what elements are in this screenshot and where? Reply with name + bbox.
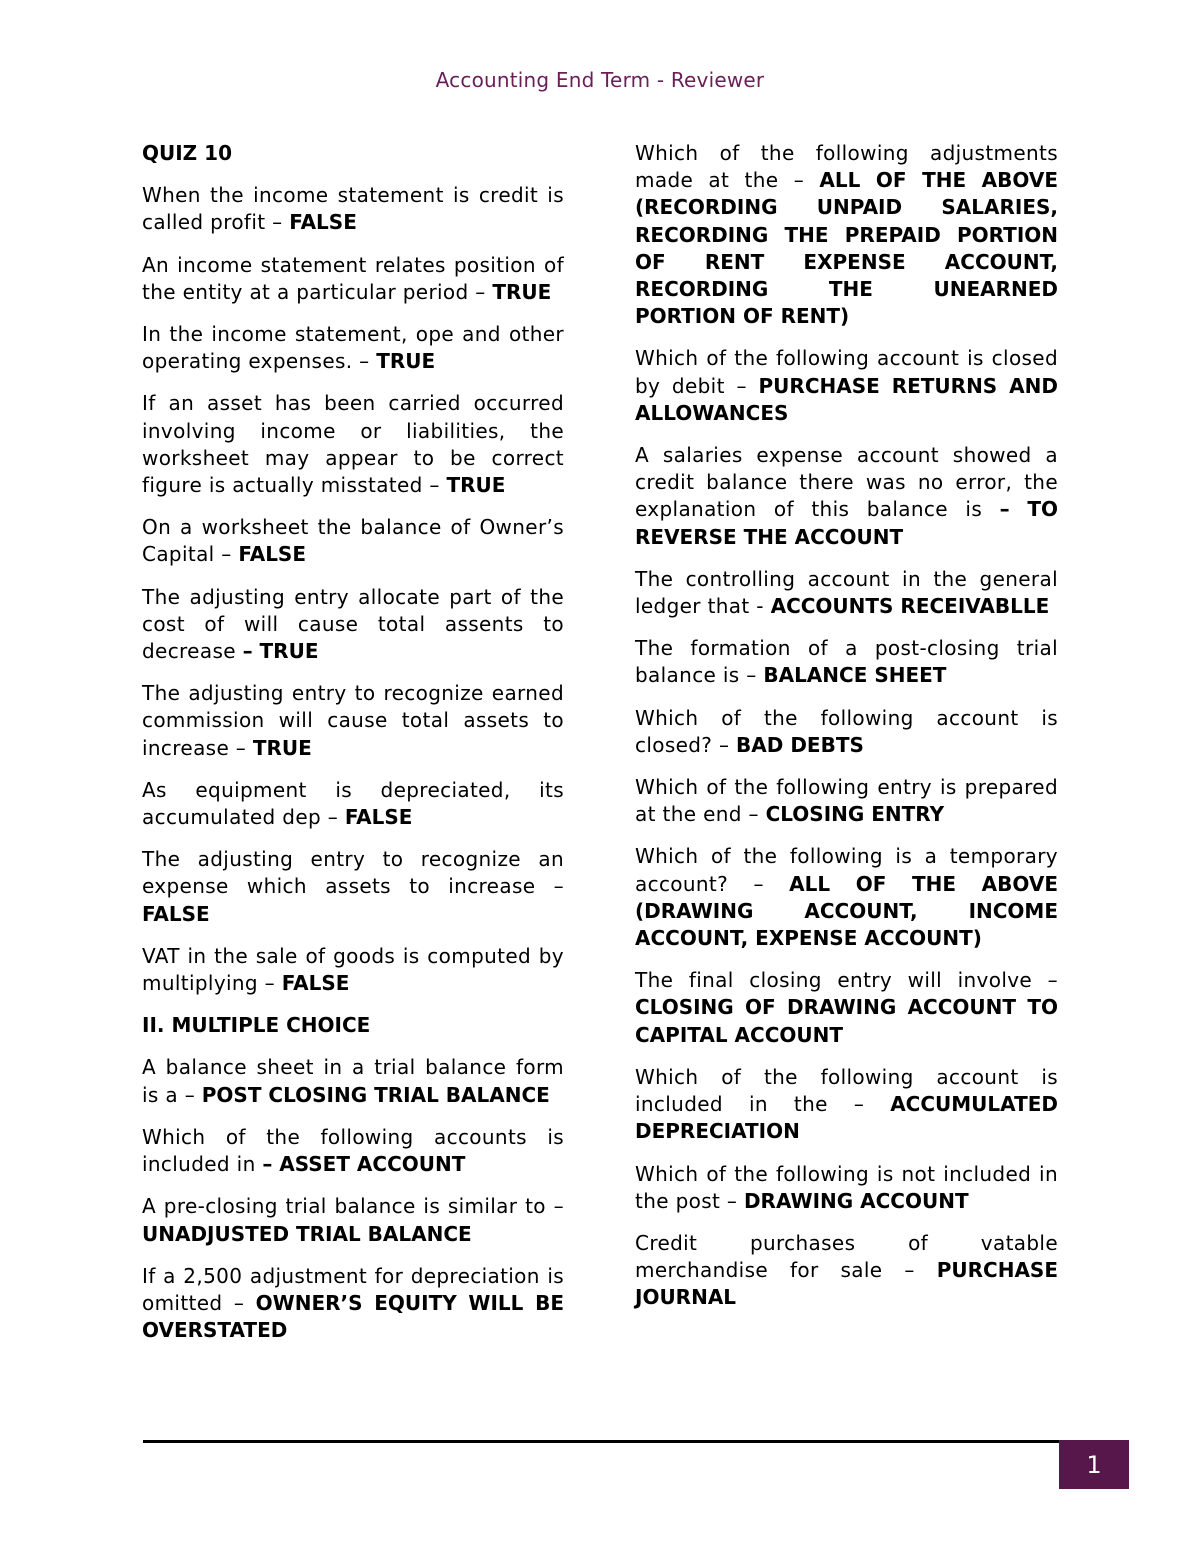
question-text: Credit purchases of vatable merchandise for sale –	[635, 1230, 1058, 1283]
question-text: Which of the following account is closed by debit –	[635, 346, 1058, 398]
page-number-badge	[1059, 1440, 1129, 1489]
answer-text: FALSE	[238, 542, 306, 567]
answer-text: TRUE	[492, 279, 552, 304]
question-text: The final closing entry will involve –	[635, 968, 1058, 993]
answer-text: PURCHASE RETURNS AND ALLOWANCES	[635, 373, 1058, 425]
question-item	[142, 584, 564, 666]
question-text: Which of the following is not included in the post –	[635, 1161, 1058, 1213]
answer-text: TRUE	[376, 349, 436, 374]
question-text: A pre-closing trial balance is similar to –	[142, 1194, 564, 1219]
answer-text: FALSE	[289, 210, 357, 235]
question-text: The adjusting entry to recognize earned commission will cause total assets to increase –	[142, 681, 564, 760]
question-text: Which of the following account is closed? –	[635, 705, 1058, 757]
answer-text: ALL OF THE ABOVE (DRAWING ACCOUNT, INCOME ACCOUNT, EXPENSE ACCOUNT)	[635, 871, 1059, 951]
question-text: Which of the following entry is prepared at the end –	[635, 775, 1058, 827]
question-text: In the income statement, ope and other operating expenses. –	[142, 322, 564, 374]
page-header-title: Accounting End Term - Reviewer	[435, 68, 765, 92]
question-text: Which of the following account is included in the –	[635, 1064, 1058, 1117]
question-item	[142, 1054, 564, 1108]
question-item	[635, 140, 1058, 330]
question-text: Which of the following accounts is included in	[142, 1124, 564, 1177]
question-text: Which of the following is a temporary account? –	[635, 844, 1058, 896]
question-item	[142, 321, 564, 375]
answer-text: PURCHASE JOURNAL	[635, 1258, 1058, 1310]
left-column	[142, 140, 564, 1359]
answer-text: FALSE	[142, 901, 210, 926]
question-item	[635, 843, 1058, 952]
question-text: The adjusting entry allocate part of the cost of will cause total assents to decrease	[142, 584, 564, 664]
answer-text: UNADJUSTED TRIAL BALANCE	[142, 1221, 472, 1246]
question-item	[142, 1124, 564, 1178]
answer-text: ACCUMULATED DEPRECIATION	[635, 1092, 1058, 1144]
question-item	[635, 1161, 1058, 1215]
question-item	[142, 846, 564, 928]
question-item	[142, 252, 564, 306]
answer-text: BAD DEBTS	[736, 732, 864, 757]
section-heading-quiz: QUIZ 10	[142, 141, 232, 165]
answer-text: ALL OF THE ABOVE (RECORDING UNPAID SALARIES, RECORDING THE PREPAID PORTION OF RENT EXPENSE ACCOUNT, RECORDING THE UNEARNED PORTION OF RENT)	[635, 168, 1058, 329]
answer-text: – TO REVERSE THE ACCOUNT	[635, 497, 1059, 549]
question-text: The adjusting entry to recognize an expense which assets to increase –	[142, 847, 564, 899]
answer-text: DRAWING ACCOUNT	[743, 1188, 969, 1213]
question-item	[142, 390, 564, 499]
answer-text: FALSE	[281, 971, 350, 996]
question-text: An income statement relates position of the entity at a particular period –	[142, 252, 564, 304]
question-item	[142, 1193, 564, 1247]
answer-text: TRUE	[446, 473, 506, 498]
right-column	[635, 140, 1058, 1327]
question-item	[635, 566, 1058, 620]
question-item	[142, 943, 564, 997]
answer-text: POST CLOSING TRIAL BALANCE	[201, 1082, 550, 1107]
answer-text: ACCOUNTS RECEIVABLLE	[770, 594, 1050, 619]
answer-text: – TRUE	[242, 639, 319, 664]
question-text: If a 2,500 adjustment for depreciation is omitted –	[142, 1263, 564, 1315]
question-text: When the income statement is credit is called profit –	[142, 183, 564, 235]
question-item	[635, 774, 1058, 828]
question-text: A salaries expense account showed a credit balance there was no error, the explanation of this balance is	[635, 443, 1058, 522]
answer-text: – ASSET ACCOUNT	[262, 1152, 466, 1177]
question-item	[635, 967, 1058, 1049]
answer-text: OWNER’S EQUITY WILL BE OVERSTATED	[142, 1290, 564, 1343]
question-text: VAT in the sale of goods is computed by multiplying –	[142, 943, 564, 996]
section-heading-multiple-choice: II. MULTIPLE CHOICE	[142, 1013, 371, 1038]
question-item	[142, 182, 564, 236]
answer-text: CLOSING ENTRY	[765, 802, 945, 827]
answer-text: CLOSING OF DRAWING ACCOUNT TO CAPITAL ACCOUNT	[635, 995, 1058, 1047]
question-text: The formation of a post-closing trial balance is –	[635, 636, 1058, 688]
question-item	[635, 705, 1058, 759]
answer-text: TRUE	[252, 735, 312, 760]
footer-divider	[143, 1440, 1061, 1443]
question-text: As equipment is depreciated, its accumulated dep –	[142, 777, 564, 830]
question-item	[635, 1230, 1058, 1312]
question-item	[142, 514, 564, 568]
question-item	[635, 345, 1058, 427]
answer-text: BALANCE SHEET	[763, 663, 947, 688]
question-text: On a worksheet the balance of Owner’s Capital –	[142, 515, 564, 567]
question-item	[142, 1263, 564, 1345]
question-item	[635, 1064, 1058, 1146]
question-text: Which of the following adjustments made at the –	[635, 141, 1058, 193]
answer-text: FALSE	[344, 805, 413, 830]
question-text: If an asset has been carried occurred involving income or liabilities, the worksheet may appear to be correct figure is actually misstated –	[142, 391, 564, 498]
question-item	[142, 777, 564, 831]
question-item	[635, 635, 1058, 689]
question-item	[142, 680, 564, 762]
question-text: A balance sheet in a trial balance form is a –	[142, 1055, 564, 1107]
page-number: 1	[1086, 1450, 1102, 1479]
question-item	[635, 442, 1058, 551]
question-text: The controlling account in the general ledger that -	[635, 566, 1058, 619]
